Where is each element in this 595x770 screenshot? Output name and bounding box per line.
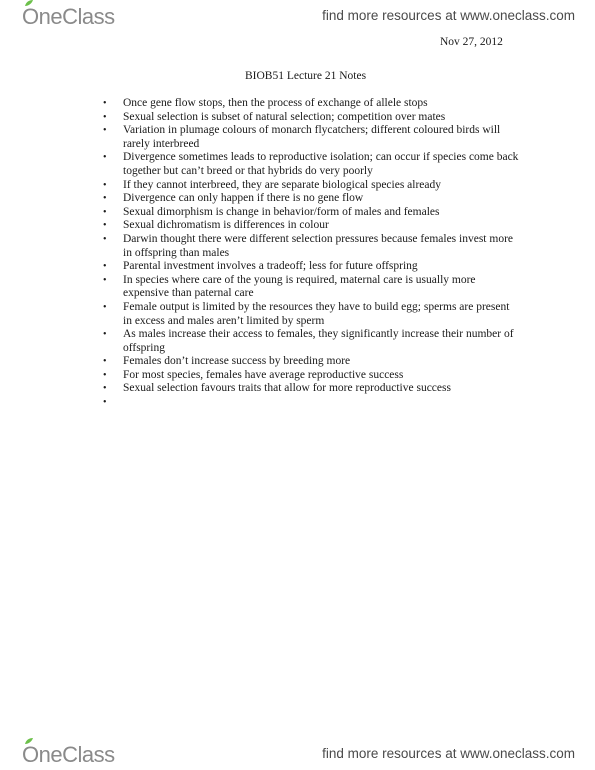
list-item (101, 219, 521, 233)
list-item (101, 355, 521, 369)
bullet-icon: • (103, 274, 107, 286)
footer-tagline[interactable]: find more resources at www.oneclass.com (322, 746, 575, 761)
oneclass-logo[interactable] (22, 4, 115, 30)
bullet-icon: • (103, 233, 107, 245)
bullet-icon: • (103, 383, 107, 395)
list-item (101, 382, 521, 396)
leaf-icon (25, 738, 33, 744)
list-item (101, 233, 521, 260)
list-item-text: Darwin thought there were different selection pressures because females invest more in offspring than males (123, 232, 514, 259)
bullet-icon: • (103, 152, 107, 164)
list-item (101, 301, 521, 328)
bullet-icon: • (103, 111, 107, 123)
bullet-icon: • (103, 193, 107, 205)
list-item (101, 111, 521, 125)
list-item-text: If they cannot interbreed, they are separate biological species already (123, 178, 442, 191)
footer-bar (0, 738, 595, 768)
list-item-text: Once gene flow stops, then the process of exchange of allele stops (123, 97, 428, 109)
bullet-icon: • (103, 261, 107, 273)
bullet-icon: • (103, 125, 107, 137)
leaf-icon (25, 0, 33, 6)
list-item (101, 97, 521, 111)
bullet-icon: • (103, 369, 107, 381)
list-item-text: Divergence can only happen if there is no gene flow (123, 192, 364, 205)
list-item (101, 124, 521, 151)
document-title: BIOB51 Lecture 21 Notes (245, 70, 367, 82)
bullet-icon: • (103, 329, 107, 341)
list-item-text: Sexual dimorphism is change in behavior/form of males and females (123, 205, 440, 218)
list-item (101, 206, 521, 220)
notes-list (101, 97, 521, 409)
list-item (101, 369, 521, 383)
list-item-text: Sexual dichromatism is differences in colour (123, 219, 329, 232)
bullet-icon: • (103, 356, 107, 368)
list-item (101, 151, 521, 178)
header-bar (0, 0, 595, 30)
list-item-text: For most species, females have average reproductive success (123, 368, 404, 381)
logo-wordmark: OneClass (22, 742, 115, 767)
list-item-text: Parental investment involves a tradeoff; less for future offspring (123, 260, 418, 273)
bullet-icon: • (103, 220, 107, 232)
bullet-icon: • (103, 397, 107, 409)
list-item (101, 274, 521, 301)
list-item (101, 260, 521, 274)
list-item-text: Sexual selection favours traits that allow for more reproductive success (123, 382, 451, 395)
list-item-text: Sexual selection is subset of natural selection; competition over mates (123, 110, 446, 123)
list-item-text: Divergence sometimes leads to reproductive isolation; can occur if species come back together but can’t breed or that hybrids do very poorly (123, 151, 519, 177)
list-item-text: Variation in plumage colours of monarch flycatchers; different coloured birds will rarely interbreed (123, 124, 501, 150)
logo-wordmark: OneClass (22, 4, 115, 29)
bullet-icon: • (103, 179, 107, 191)
list-item-text: As males increase their access to females, they significantly increase their number of offspring (123, 328, 514, 354)
list-item-text: In species where care of the young is required, maternal care is usually more expensive than paternal care (123, 273, 476, 300)
oneclass-logo-footer[interactable] (22, 742, 115, 768)
list-item-text: Female output is limited by the resources they have to build egg; sperms are present in excess and males aren’t limited by sperm (123, 300, 510, 327)
list-item (101, 328, 521, 355)
list-item (101, 179, 521, 193)
list-item-text: Females don’t increase success by breeding more (123, 355, 351, 368)
bullet-icon: • (103, 98, 107, 109)
bullet-icon: • (103, 206, 107, 218)
header-tagline[interactable]: find more resources at www.oneclass.com (322, 8, 575, 23)
bullet-icon: • (103, 301, 107, 313)
document-date: Nov 27, 2012 (440, 36, 503, 48)
list-item (101, 192, 521, 206)
